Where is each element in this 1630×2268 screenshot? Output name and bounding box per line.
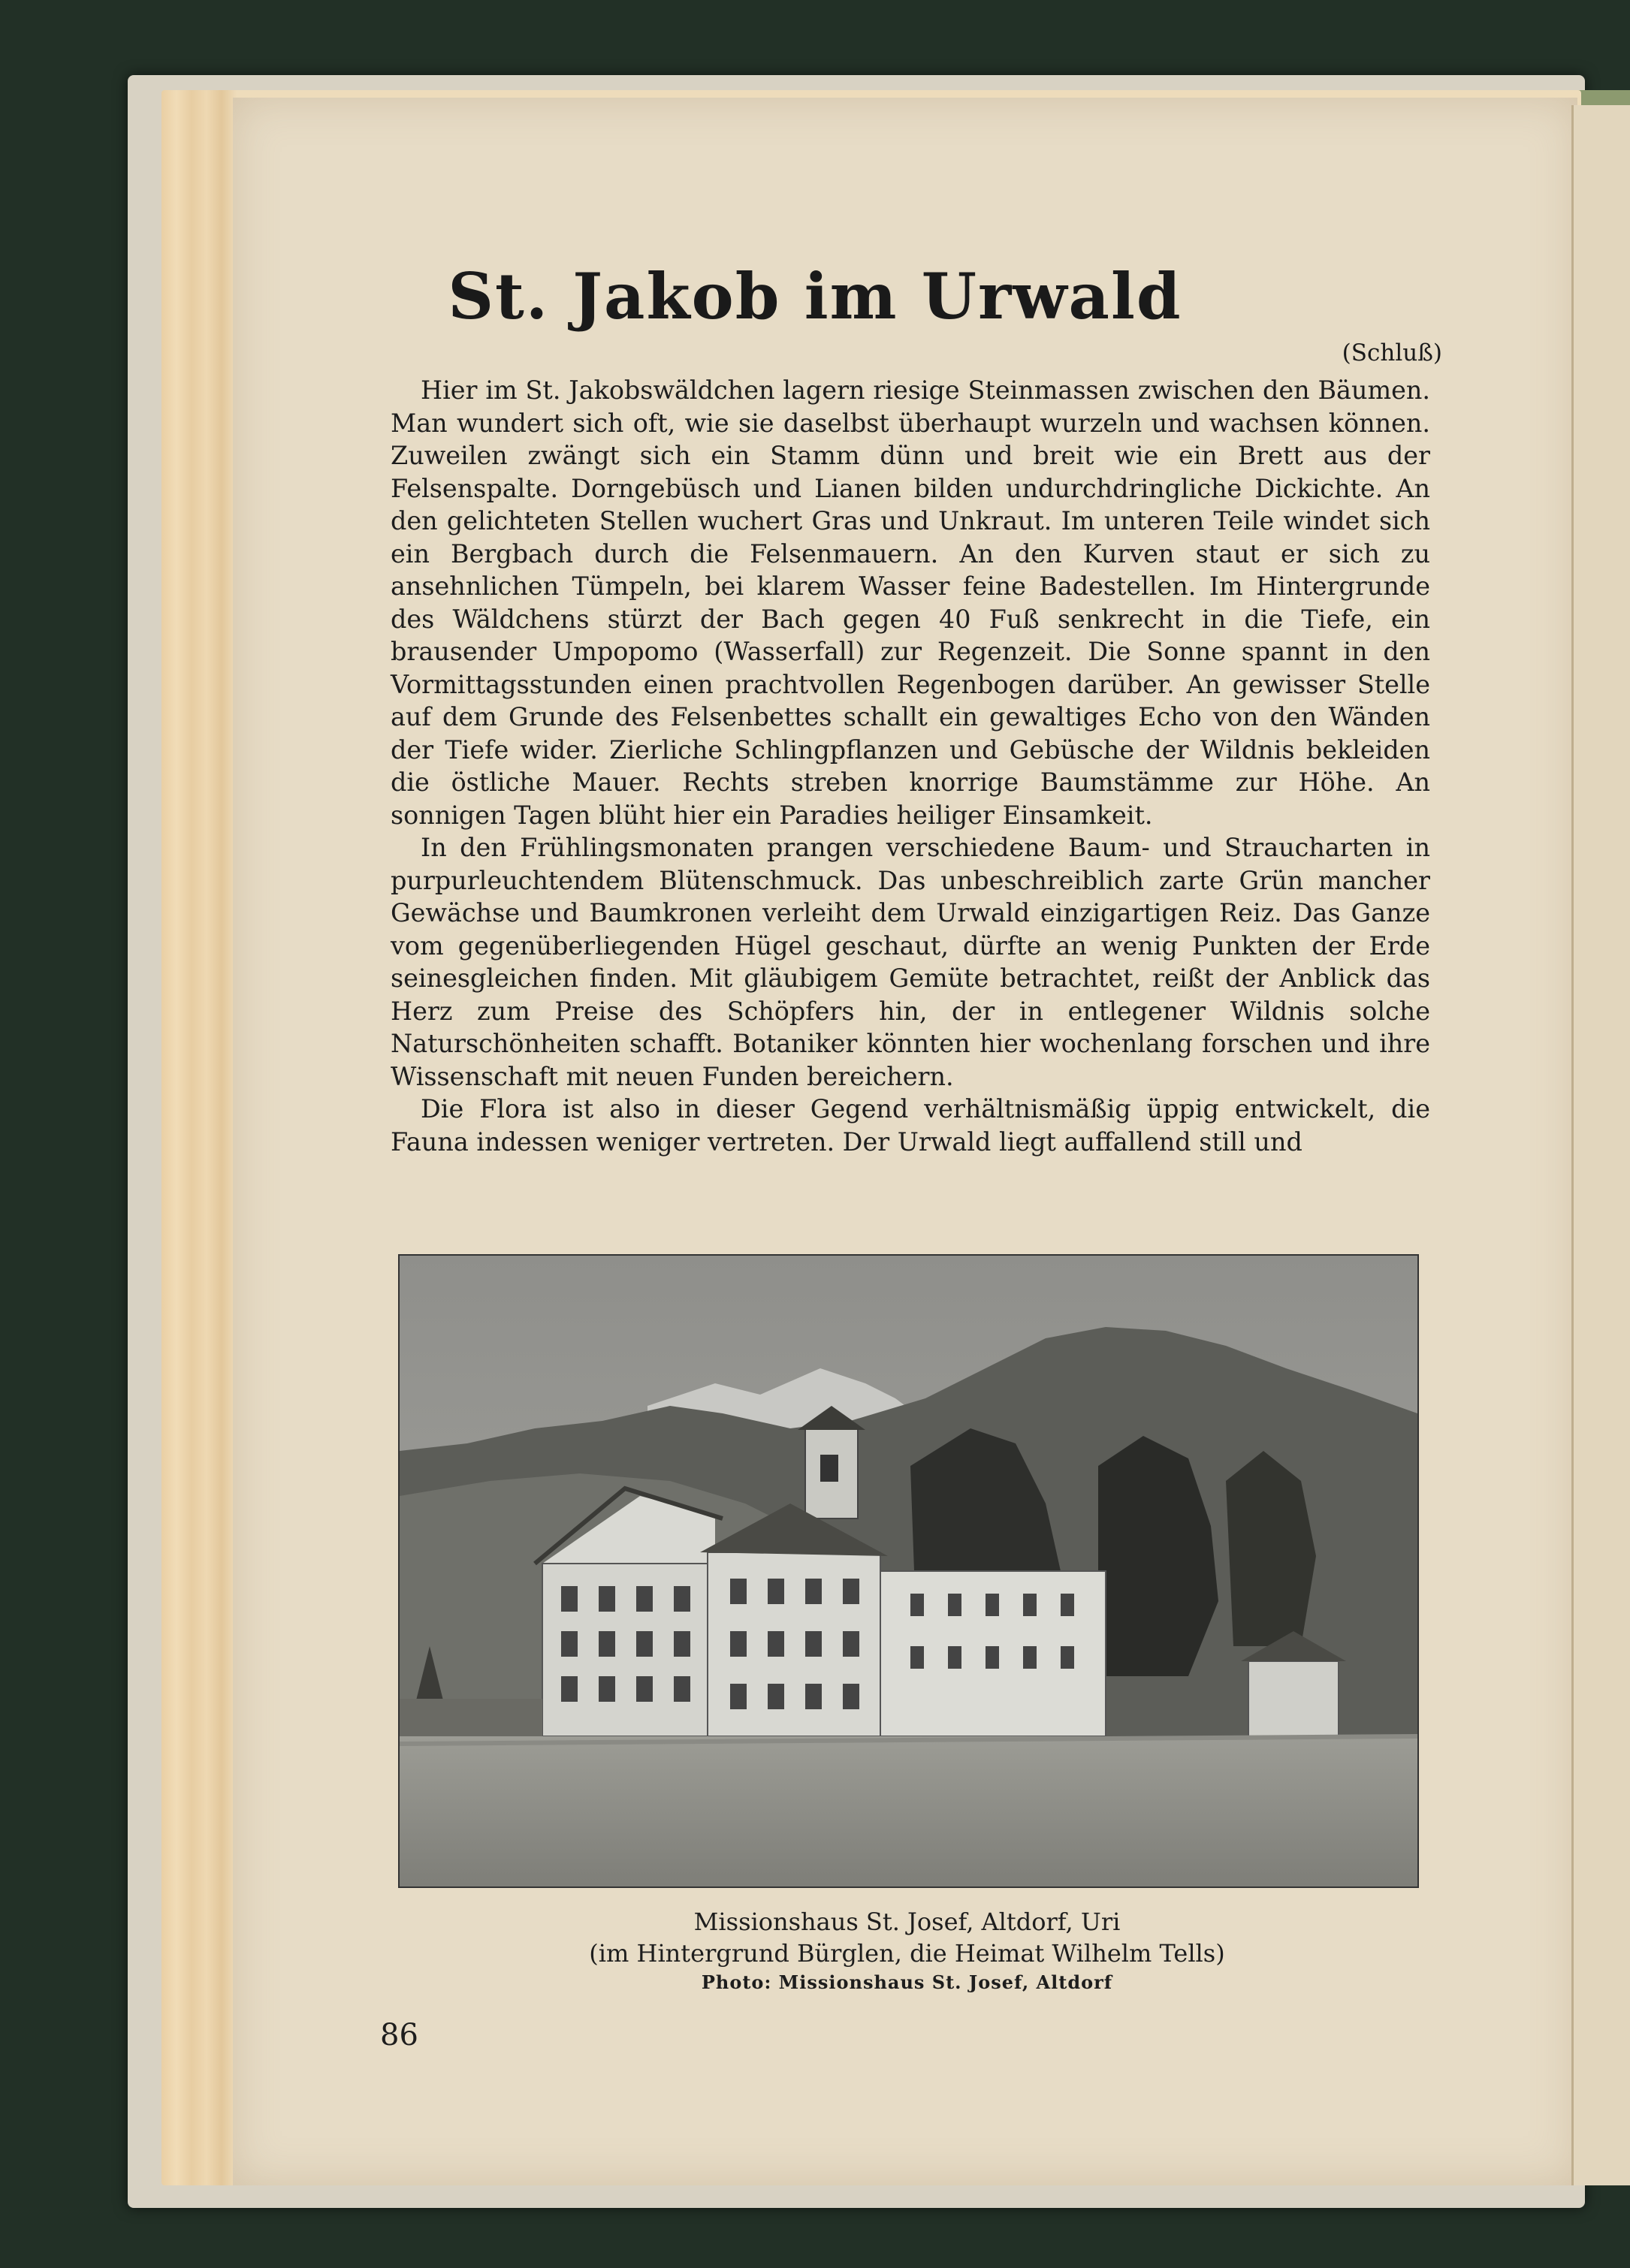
mission-house-photo [398, 1254, 1419, 1888]
photo-illustration [400, 1256, 1417, 1886]
article-subtitle: (Schluß) [1342, 339, 1442, 366]
photo-caption [398, 1906, 1416, 1996]
page-number: 86 [380, 2018, 418, 2052]
article-title: St. Jakob im Urwald [448, 259, 1182, 333]
paragraph: Die Flora ist also in dieser Gegend verhältnismäßig üppig entwickelt, die Fauna indessen weniger vertreten. Der Urwald liegt auffallend still und [391, 1094, 1430, 1157]
facing-page-edge [1571, 105, 1630, 2185]
caption-line-2: (im Hintergrund Bürglen, die Heimat Wilhelm Tells) [589, 1939, 1225, 1968]
paragraph: Hier im St. Jakobswäldchen lagern riesige Steinmassen zwischen den Bäumen. Man wundert sich oft, wie sie daselbst überhaupt wurzeln und wachsen können. Zuweilen zwängt sich ein Stamm dünn und breit wie ein Brett aus der Felsenspalte. Dorngebüsch und Lianen bilden undurchdringliche Dickichte. An den gelichteten Stellen wuchert Gras und Unkraut. Im unteren Teile windet sich ein Bergbach durch die Felsenmauern. An den Kurven staut er sich zu ansehnlichen Tümpeln, bei klarem Wasser feine Badestellen. Im Hintergrunde des Wäldchens stürzt der Bach gegen 40 Fuß senkrecht in die Tiefe, ein brausender Umpopomo (Wasserfall) zur Regenzeit. Die Sonne spannt in den Vormittagsstunden einen prachtvollen Regenbogen darüber. An gewisser Stelle auf dem Grunde des Felsenbettes schallt ein gewaltiges Echo von den Wänden der Tiefe wider. Zierliche Schlingpflanzen und Gebüsche der Wildnis bekleiden die östliche Mauer. Rechts streben knorrige Baumstämme zur Höhe. An sonnigen Tagen blüht hier ein Paradies heiliger Einsamkeit. [391, 375, 1430, 830]
paragraph: In den Frühlingsmonaten prangen verschiedene Baum- und Straucharten in purpurleuchtendem Blütenschmuck. Das unbeschreiblich zarte Grün mancher Gewächse und Baumkronen verleiht dem Urwald einzigartigen Reiz. Das Ganze vom gegenüberliegenden Hügel geschaut, dürfte an wenig Punkten der Erde seinesgleichen finden. Mit gläubigem Gemüte betrachtet, reißt der Anblick das Herz zum Preise des Schöpfers hin, der in entlegener Wildnis solche Naturschönheiten schafft. Botaniker könnten hier wochenlang forschen und ihre Wissenschaft mit neuen Funden bereichern. [391, 833, 1430, 1091]
article-body [391, 374, 1430, 1158]
caption-line-1: Missionshaus St. Josef, Altdorf, Uri [693, 1908, 1121, 1936]
photo-credit: Photo: Missionshaus St. Josef, Altdorf [701, 1971, 1113, 1993]
